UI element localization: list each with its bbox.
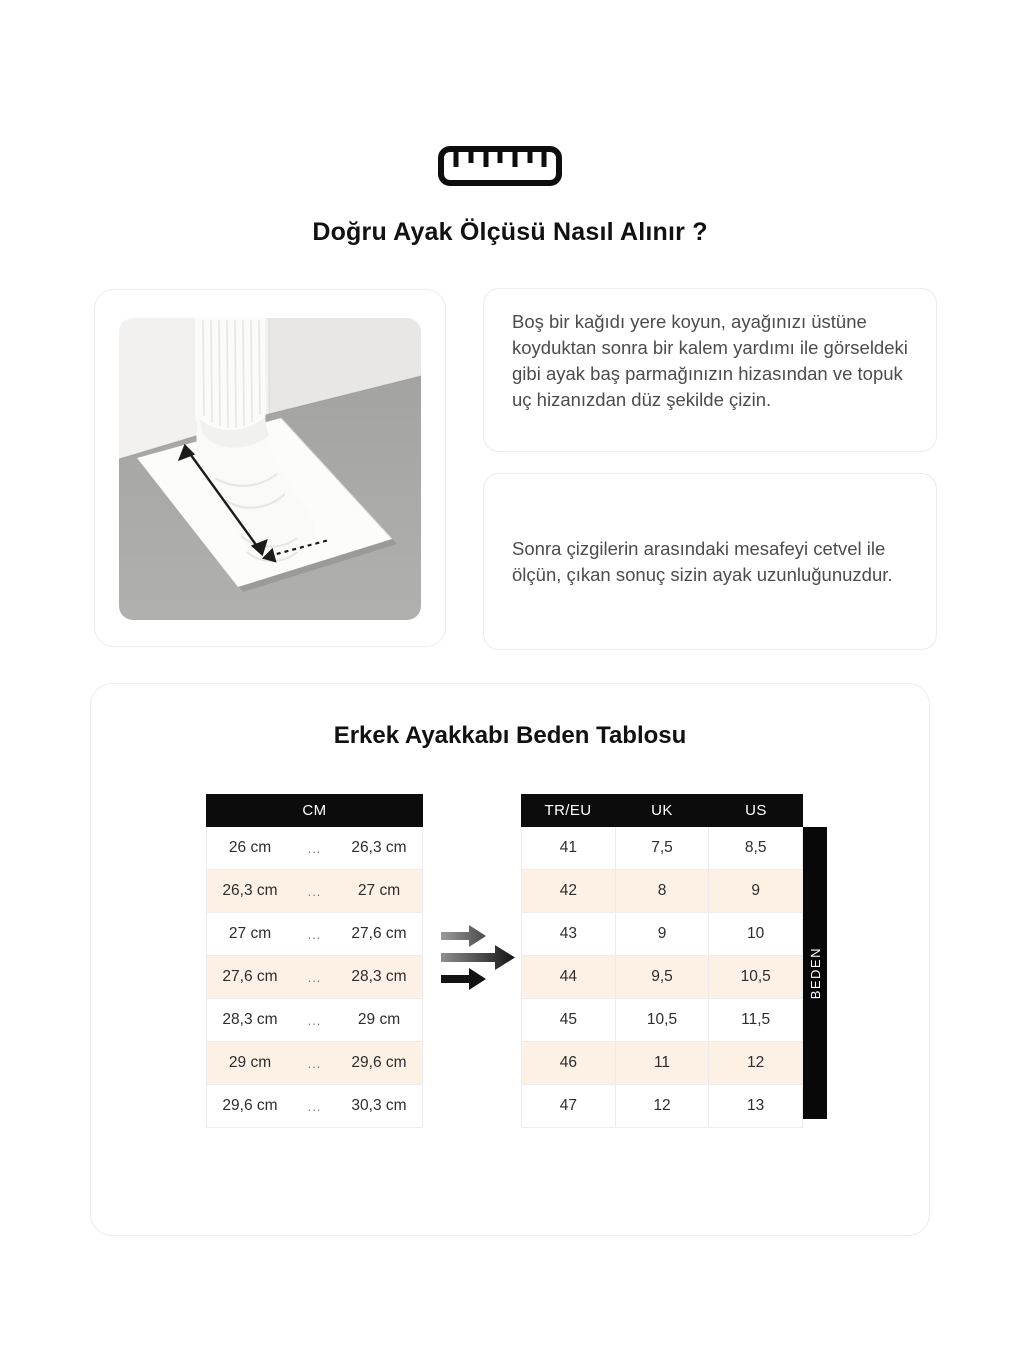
cm-table-header bbox=[206, 794, 423, 827]
cm-table-row bbox=[206, 870, 423, 913]
us-cell: 8,5 bbox=[744, 839, 767, 856]
us-cell: 10 bbox=[747, 925, 765, 942]
cm-to-cell: 27,6 cm bbox=[351, 925, 407, 942]
uk-cell: 11 bbox=[616, 1042, 710, 1084]
size-table-header-row bbox=[521, 794, 803, 827]
cm-table-row bbox=[206, 913, 423, 956]
cm-table-row bbox=[206, 999, 423, 1042]
instruction-card-step2 bbox=[483, 473, 937, 650]
size-table-row bbox=[521, 827, 803, 870]
uk-cell: 7,5 bbox=[616, 827, 710, 869]
instruction-step1-text: Boş bir kağıdı yere koyun, ayağınızı üstüne koyduktan sonra bir kalem yardımı ile görseldeki gibi ayak baş parmağınızın hizasından ve topuk uç hizanızdan düz şekilde çizin. bbox=[512, 311, 908, 410]
cm-from-cell: 27,6 cm bbox=[222, 968, 278, 985]
size-table-row bbox=[521, 999, 803, 1042]
tr-eu-cell: 44 bbox=[522, 956, 616, 998]
cm-from-cell: 29,6 cm bbox=[222, 1097, 278, 1114]
cm-to-cell: 28,3 cm bbox=[351, 968, 407, 985]
us-cell: 9 bbox=[751, 882, 760, 899]
cm-from-cell: 26 cm bbox=[228, 839, 272, 856]
tr-eu-cell: 47 bbox=[522, 1085, 616, 1127]
cm-table-rows bbox=[206, 827, 423, 1128]
uk-cell: 12 bbox=[616, 1085, 710, 1127]
page-title: Doğru Ayak Ölçüsü Nasıl Alınır ? bbox=[312, 218, 708, 246]
size-chart-title: Erkek Ayakkabı Beden Tablosu bbox=[333, 722, 687, 749]
transfer-arrows-icon bbox=[439, 920, 521, 994]
cm-table-row bbox=[206, 827, 423, 870]
tr-eu-cell: 46 bbox=[522, 1042, 616, 1084]
cm-dots-cell: ... bbox=[307, 883, 322, 899]
cm-from-cell: 27 cm bbox=[228, 925, 272, 942]
cm-to-cell: 29 cm bbox=[357, 1011, 401, 1028]
instruction-step2-text: Sonra çizgilerin arasındaki mesafeyi cetvel ile ölçün, çıkan sonuç sizin ayak uzunluğunuzdur. bbox=[512, 537, 893, 585]
cm-dots-cell: ... bbox=[307, 1098, 322, 1114]
cm-dots-cell: ... bbox=[307, 840, 322, 856]
uk-cell: 8 bbox=[616, 870, 710, 912]
ruler-icon bbox=[437, 145, 563, 187]
cm-dots-cell: ... bbox=[307, 969, 322, 985]
size-table-row bbox=[521, 870, 803, 913]
cm-to-cell: 27 cm bbox=[357, 882, 401, 899]
cm-table bbox=[206, 794, 423, 1128]
size-table-header-cell: TR/EU bbox=[544, 802, 592, 819]
uk-cell: 9,5 bbox=[616, 956, 710, 998]
us-cell: 12 bbox=[747, 1054, 765, 1071]
cm-table-row bbox=[206, 1085, 423, 1128]
cm-table-row bbox=[206, 956, 423, 999]
cm-from-cell: 28,3 cm bbox=[222, 1011, 278, 1028]
size-table-header-cell: US bbox=[745, 802, 767, 819]
cm-table-row bbox=[206, 1042, 423, 1085]
size-table-row bbox=[521, 1085, 803, 1128]
tr-eu-cell: 45 bbox=[522, 999, 616, 1041]
cm-to-cell: 26,3 cm bbox=[351, 839, 407, 856]
instruction-card-step1 bbox=[483, 288, 937, 452]
beden-side-label-text: BEDEN bbox=[807, 946, 823, 1000]
tr-eu-cell: 41 bbox=[522, 827, 616, 869]
cm-dots-cell: ... bbox=[307, 1012, 322, 1028]
us-cell: 13 bbox=[747, 1097, 765, 1114]
size-table-header-cell: UK bbox=[651, 802, 673, 819]
cm-header-cell: CM bbox=[302, 802, 327, 819]
size-table-row bbox=[521, 956, 803, 999]
size-chart-card bbox=[90, 683, 930, 1236]
photo-card bbox=[94, 289, 446, 647]
size-table bbox=[521, 794, 803, 1128]
tr-eu-cell: 42 bbox=[522, 870, 616, 912]
foot-measurement-photo bbox=[119, 318, 421, 620]
us-cell: 10,5 bbox=[740, 968, 771, 985]
uk-cell: 9 bbox=[616, 913, 710, 955]
tr-eu-cell: 43 bbox=[522, 913, 616, 955]
beden-side-label bbox=[803, 827, 827, 1119]
cm-to-cell: 29,6 cm bbox=[351, 1054, 407, 1071]
uk-cell: 10,5 bbox=[616, 999, 710, 1041]
cm-dots-cell: ... bbox=[307, 926, 322, 942]
cm-from-cell: 29 cm bbox=[228, 1054, 272, 1071]
us-cell: 11,5 bbox=[741, 1011, 771, 1028]
size-table-row bbox=[521, 913, 803, 956]
cm-from-cell: 26,3 cm bbox=[222, 882, 278, 899]
size-table-row bbox=[521, 1042, 803, 1085]
cm-dots-cell: ... bbox=[307, 1055, 322, 1071]
size-table-rows bbox=[521, 827, 803, 1128]
cm-to-cell: 30,3 cm bbox=[351, 1097, 407, 1114]
